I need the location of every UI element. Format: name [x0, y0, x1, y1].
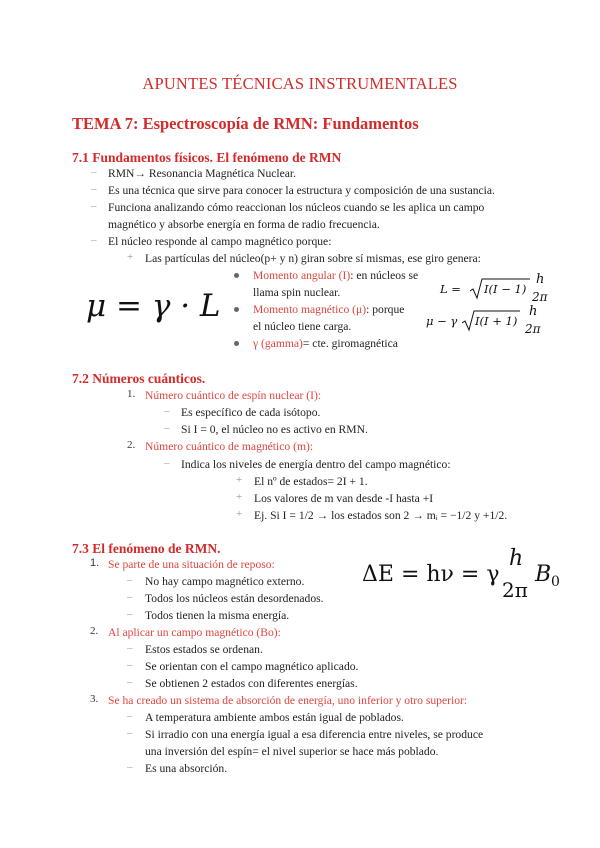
- list-item: Estos estados se ordenan.: [145, 643, 263, 656]
- number-marker: 3.: [90, 693, 99, 705]
- list-item: Es una técnica que sirve para conocer la estructura y composición de una sustancia.: [108, 184, 495, 197]
- topic-heading: TEMA 7: Espectroscopía de RMN: Fundamentos: [72, 114, 419, 133]
- list-item: Indica los niveles de energía dentro del campo magnético:: [181, 458, 451, 471]
- dash-marker: –: [127, 591, 133, 603]
- list-item: Ej. Si I = 1/2 → los estados son 2 → mᵢ = −1/2 y +1/2.: [254, 509, 508, 522]
- equation-mu-gamma-L: μ = γ · L: [86, 288, 221, 324]
- bullet-continuation: llama spin nuclear.: [253, 286, 341, 299]
- equation-delta-E: ΔE = hν = γ h 2π B 0: [362, 546, 560, 602]
- list-item: Se obtienen 2 estados con diferentes energías.: [145, 677, 358, 690]
- bullet-dot: [234, 307, 239, 312]
- dash-marker: –: [127, 608, 133, 620]
- bullet-dot: [234, 273, 239, 278]
- list-item: No hay campo magnético externo.: [145, 575, 305, 588]
- bullet-gamma: γ (gamma)= cte. giromagnética: [253, 337, 398, 350]
- section-heading-7-3: 7.3 El fenómeno de RMN.: [72, 541, 221, 556]
- dash-marker: –: [164, 422, 170, 434]
- section-heading-7-1: 7.1 Fundamentos físicos. El fenómeno de RMN: [72, 150, 342, 165]
- dash-marker: –: [91, 183, 97, 195]
- list-item: Funciona analizando cómo reaccionan los núcleos cuando se les aplica un campo: [108, 201, 485, 214]
- list-item: Todos tienen la misma energía.: [145, 609, 290, 622]
- list-item-reposo: Se parte de una situación de reposo:: [108, 558, 275, 571]
- list-item-campo: Al aplicar un campo magnético (Bo):: [108, 626, 281, 639]
- document-title: APUNTES TÉCNICAS INSTRUMENTALES: [142, 74, 458, 93]
- dash-marker: –: [91, 166, 97, 178]
- list-item: Si irradio con una energía igual a esa diferencia entre niveles, se produce: [145, 728, 484, 741]
- plus-marker: +: [127, 251, 134, 263]
- list-item: RMN→ Resonancia Magnética Nuclear.: [108, 167, 297, 180]
- number-marker: 1.: [127, 388, 136, 400]
- number-marker: 2.: [127, 439, 136, 451]
- list-item: Si I = 0, el núcleo no es activo en RMN.: [181, 423, 368, 436]
- plus-marker: +: [236, 508, 243, 520]
- dash-marker: –: [91, 200, 97, 212]
- bullet-dot: [234, 341, 239, 346]
- list-item-absorcion: Se ha creado un sistema de absorción de energía, uno inferior y otro superior:: [108, 694, 468, 707]
- list-item: Los valores de m van desde -I hasta +I: [254, 492, 434, 505]
- plus-marker: +: [236, 474, 243, 486]
- list-item-spin-nuclear: Número cuántico de espín nuclear (I):: [145, 389, 322, 402]
- list-item-continuation: una inversión del espín= el nivel superior se hace más poblado.: [145, 745, 439, 758]
- list-item: Se orientan con el campo magnético aplicado.: [145, 660, 359, 673]
- dash-marker: –: [127, 574, 133, 586]
- bullet-continuation: el núcleo tiene carga.: [253, 320, 352, 333]
- dash-marker: –: [127, 761, 133, 773]
- bullet-momento-magnetico: Momento magnético (μ): porque: [253, 303, 405, 316]
- number-marker: 1.: [90, 557, 100, 569]
- list-item: El núcleo responde al campo magnético porque:: [108, 235, 332, 248]
- dash-marker: –: [127, 727, 133, 739]
- dash-marker: –: [164, 405, 170, 417]
- dash-marker: –: [127, 676, 133, 688]
- plus-marker: +: [236, 491, 243, 503]
- bullet-momento-angular: Momento angular (I): en núcleos se: [253, 269, 419, 282]
- list-item: Es una absorción.: [145, 762, 228, 775]
- equation-L: L = I(I − 1) h 2π: [440, 272, 548, 304]
- dash-marker: –: [127, 659, 133, 671]
- dash-marker: –: [127, 710, 133, 722]
- dash-marker: –: [91, 234, 97, 246]
- dash-marker: –: [164, 457, 170, 469]
- list-item: A temperatura ambiente ambos están igual de poblados.: [145, 711, 404, 724]
- list-item: Las partículas del núcleo(p+ y n) giran sobre sí mismas, ese giro genera:: [145, 252, 481, 265]
- number-marker: 2.: [90, 625, 99, 637]
- list-item-continuation: magnético y absorbe energía en forma de radio frecuencia.: [108, 218, 380, 231]
- section-heading-7-2: 7.2 Números cuánticos.: [72, 371, 206, 386]
- list-item: Es específico de cada isótopo.: [181, 406, 321, 419]
- list-item-magnetico: Número cuántico de magnético (m):: [145, 440, 314, 453]
- list-item: El nº de estados= 2I + 1.: [254, 475, 368, 488]
- dash-marker: –: [127, 642, 133, 654]
- list-item: Todos los núcleos están desordenados.: [145, 592, 324, 605]
- equation-mu: μ − γ I(I + 1) h 2π: [426, 304, 541, 336]
